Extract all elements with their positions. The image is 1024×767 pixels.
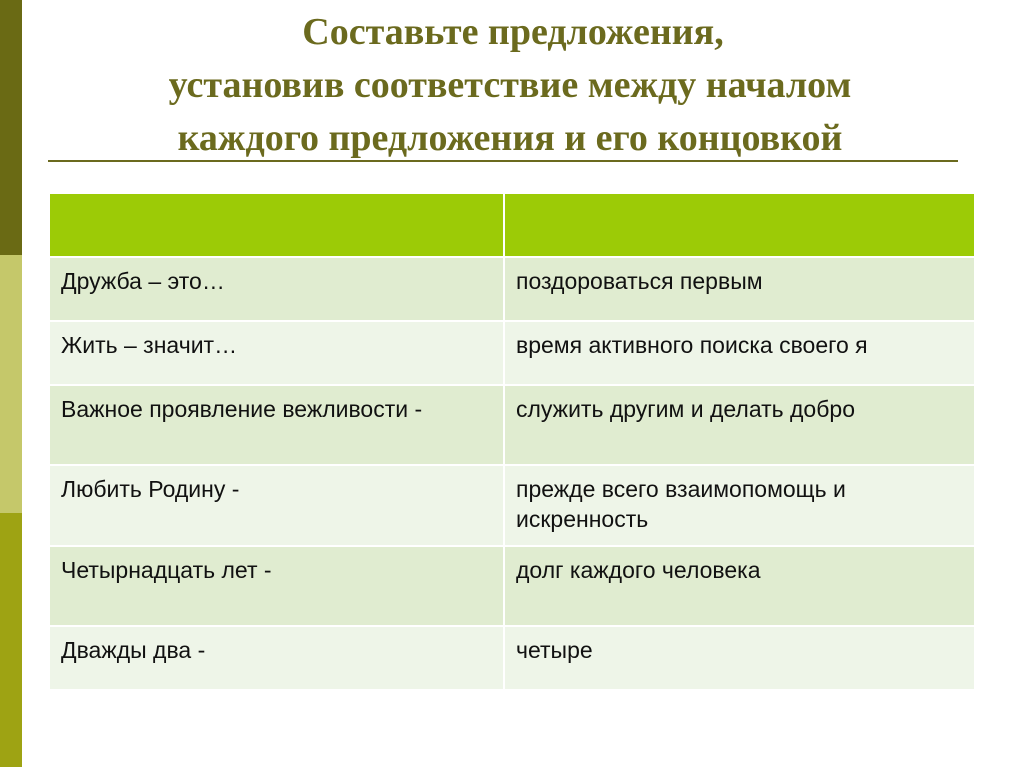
table-row xyxy=(49,546,975,626)
title-line-1: Составьте предложения, xyxy=(302,11,724,53)
sentence-beginning-cell: Жить – значит… xyxy=(49,321,504,385)
sentence-ending-cell: прежде всего взаимопомощь и искренность xyxy=(504,465,975,546)
header-cell-beginnings xyxy=(49,193,504,257)
table-header-row xyxy=(49,193,975,257)
sentence-beginning-cell: Любить Родину - xyxy=(49,465,504,546)
table-row xyxy=(49,385,975,465)
side-bar-segment-top xyxy=(0,0,22,255)
table-row xyxy=(49,626,975,690)
slide-title xyxy=(40,6,980,165)
side-bar-segment-middle xyxy=(0,255,22,513)
sentence-beginning-cell: Четырнадцать лет - xyxy=(49,546,504,626)
sentence-ending-cell: время активного поиска своего я xyxy=(504,321,975,385)
sentence-beginning-cell: Дважды два - xyxy=(49,626,504,690)
sentence-beginning-cell: Дружба – это… xyxy=(49,257,504,321)
matching-table xyxy=(48,192,976,691)
side-decoration-bar xyxy=(0,0,22,767)
sentence-ending-cell: долг каждого человека xyxy=(504,546,975,626)
table-row xyxy=(49,321,975,385)
table-row xyxy=(49,257,975,321)
title-underline xyxy=(48,160,958,162)
sentence-ending-cell: четыре xyxy=(504,626,975,690)
title-line-2: установив соответствие между началом xyxy=(168,64,852,106)
table-row xyxy=(49,465,975,546)
sentence-beginning-cell: Важное проявление вежливости - xyxy=(49,385,504,465)
sentence-ending-cell: служить другим и делать добро xyxy=(504,385,975,465)
title-line-3: каждого предложения и его концовкой xyxy=(177,117,843,159)
header-cell-endings xyxy=(504,193,975,257)
sentence-ending-cell: поздороваться первым xyxy=(504,257,975,321)
side-bar-segment-bottom xyxy=(0,513,22,767)
